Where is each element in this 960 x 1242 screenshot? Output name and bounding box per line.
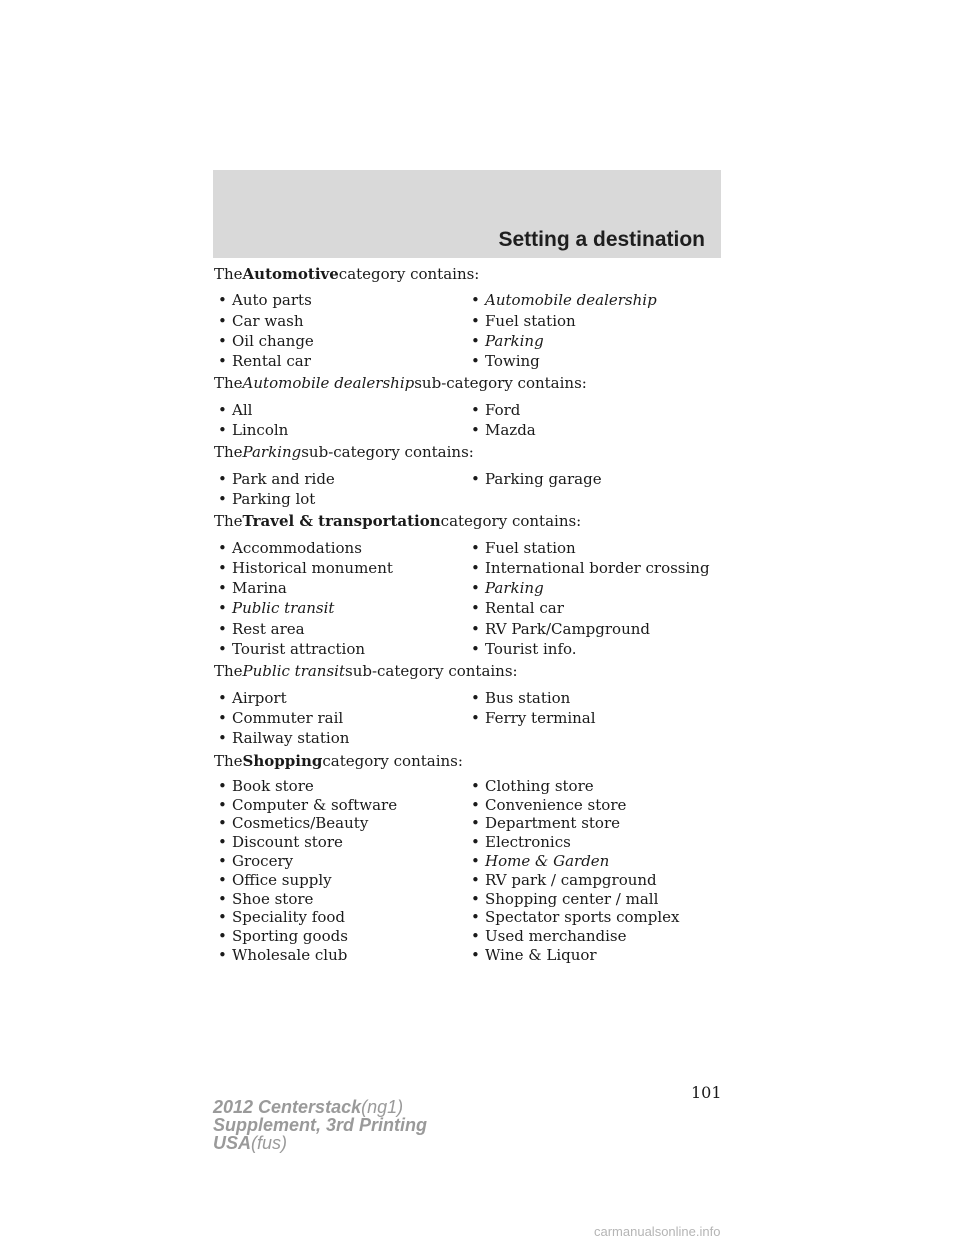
item-list-public-transit xyxy=(214,688,714,749)
list-item-text: Marina xyxy=(232,579,287,598)
list-item xyxy=(467,796,717,815)
list-item-text: Bus station xyxy=(485,688,571,707)
list-item xyxy=(467,777,717,796)
list-item-text: Discount store xyxy=(232,833,343,852)
bullet-icon: • xyxy=(471,688,480,707)
list-item-text: Lincoln xyxy=(232,421,289,440)
bullet-icon: • xyxy=(471,352,480,371)
list-item-text: Parking xyxy=(485,579,544,598)
intro-suffix: category contains: xyxy=(322,751,463,770)
footer-model-code: (ng1) xyxy=(361,1097,404,1117)
bullet-icon: • xyxy=(471,538,480,557)
list-item xyxy=(467,927,717,946)
bullet-icon: • xyxy=(218,688,227,707)
list-item-text: Fuel station xyxy=(485,538,576,557)
list-item-text: Rental car xyxy=(232,352,311,371)
list-item-text: Historical monument xyxy=(232,558,393,577)
bullet-icon: • xyxy=(218,599,227,618)
intro-prefix: The xyxy=(214,265,243,283)
list-item-text: Ferry terminal xyxy=(485,708,596,727)
list-item-text: Park and ride xyxy=(232,469,335,488)
list-item xyxy=(467,331,717,351)
bullet-icon: • xyxy=(471,776,480,795)
list-item-text: Computer & software xyxy=(232,795,398,814)
list-item xyxy=(214,619,467,639)
list-item-text: Used merchandise xyxy=(485,927,627,946)
list-item-text: Airport xyxy=(232,688,287,707)
list-item-text: Clothing store xyxy=(485,776,594,795)
list-item xyxy=(214,558,467,578)
list-item-text: Wine & Liquor xyxy=(485,946,597,964)
list-item xyxy=(214,469,467,489)
intro-category-term: Public transit xyxy=(242,662,345,681)
list-item-text: Rental car xyxy=(485,599,564,618)
bullet-icon: • xyxy=(218,619,227,638)
section-intro-parking xyxy=(214,442,714,462)
list-item xyxy=(214,538,467,558)
list-item xyxy=(467,814,717,833)
list-item-text: Office supply xyxy=(232,870,332,889)
list-item xyxy=(467,598,717,618)
bullet-icon: • xyxy=(471,870,480,889)
bullet-icon: • xyxy=(471,400,480,419)
item-list-parking xyxy=(214,469,714,510)
bullet-icon: • xyxy=(471,833,480,852)
list-item-text: Convenience store xyxy=(485,795,627,814)
list-item xyxy=(214,290,467,310)
list-item-text: Spectator sports complex xyxy=(485,908,680,927)
intro-category-term: Shopping xyxy=(242,751,323,770)
list-item-text: Automobile dealership xyxy=(485,291,657,310)
list-item xyxy=(214,871,467,890)
bullet-icon: • xyxy=(471,469,480,488)
list-item xyxy=(467,351,717,371)
bullet-icon: • xyxy=(218,946,227,964)
list-item xyxy=(214,833,467,852)
bullet-icon: • xyxy=(218,833,227,852)
item-list-shopping xyxy=(214,777,714,965)
list-item-text: Department store xyxy=(485,814,621,833)
list-item-text: All xyxy=(232,400,253,419)
list-item xyxy=(214,708,467,728)
list-item-text: Home & Garden xyxy=(485,852,610,871)
list-item xyxy=(467,688,717,708)
bullet-icon: • xyxy=(471,889,480,908)
bullet-icon: • xyxy=(471,908,480,927)
list-item-text: Parking xyxy=(485,331,544,350)
intro-prefix: The xyxy=(214,512,243,531)
bullet-icon: • xyxy=(218,291,227,310)
intro-suffix: sub-category contains: xyxy=(301,443,474,462)
watermark-text: carmanualsonline.info xyxy=(594,1224,721,1239)
section-intro-automotive xyxy=(214,264,714,284)
list-item xyxy=(467,558,717,578)
list-item-text: Oil change xyxy=(232,331,314,350)
list-item xyxy=(467,946,717,965)
bullet-icon: • xyxy=(218,331,227,350)
item-list-automobile-dealership xyxy=(214,400,714,441)
list-item-text: Tourist attraction xyxy=(232,640,366,659)
bullet-icon: • xyxy=(218,469,227,488)
bullet-icon: • xyxy=(218,889,227,908)
list-item xyxy=(467,469,717,489)
list-item-text: Cosmetics/Beauty xyxy=(232,814,369,833)
bullet-icon: • xyxy=(218,927,227,946)
list-item xyxy=(214,331,467,351)
intro-suffix: sub-category contains: xyxy=(345,662,518,681)
bullet-icon: • xyxy=(218,852,227,871)
list-item xyxy=(467,578,717,598)
list-item-text: Car wash xyxy=(232,311,304,330)
list-item xyxy=(214,400,467,420)
bullet-icon: • xyxy=(471,599,480,618)
section-intro-shopping xyxy=(214,751,714,771)
intro-prefix: The xyxy=(214,374,243,393)
list-item xyxy=(214,351,467,371)
intro-category-term: Automobile dealership xyxy=(242,374,415,393)
bullet-icon: • xyxy=(471,946,480,964)
bullet-icon: • xyxy=(218,729,227,748)
list-item-text: Auto parts xyxy=(232,291,312,310)
list-item xyxy=(214,420,467,440)
print-footer xyxy=(213,1098,427,1152)
list-item-text: Sporting goods xyxy=(232,927,348,946)
list-item-text: Mazda xyxy=(485,421,536,440)
bullet-icon: • xyxy=(218,489,227,508)
category-listing xyxy=(214,264,714,967)
bullet-icon: • xyxy=(471,579,480,598)
bullet-icon: • xyxy=(218,421,227,440)
intro-suffix: category contains: xyxy=(440,512,582,531)
footer-line-3 xyxy=(213,1134,427,1152)
list-item xyxy=(214,728,467,748)
intro-prefix: The xyxy=(214,751,243,770)
bullet-icon: • xyxy=(218,579,227,598)
list-item-text: Grocery xyxy=(232,852,294,871)
list-item-text: RV Park/Campground xyxy=(485,619,651,638)
bullet-icon: • xyxy=(218,400,227,419)
bullet-icon: • xyxy=(218,640,227,659)
bullet-icon: • xyxy=(471,795,480,814)
list-item-text: Shoe store xyxy=(232,889,314,908)
intro-category-term: Travel & transportation xyxy=(242,512,441,531)
bullet-icon: • xyxy=(218,311,227,330)
list-item-text: International border crossing xyxy=(485,558,710,577)
list-item-text: Towing xyxy=(485,352,540,371)
list-item xyxy=(467,833,717,852)
list-item-text: Speciality food xyxy=(232,908,345,927)
bullet-icon: • xyxy=(471,558,480,577)
bullet-icon: • xyxy=(471,311,480,330)
footer-line-2: Supplement, 3rd Printing xyxy=(213,1115,428,1135)
list-item xyxy=(467,420,717,440)
list-item-text: Parking garage xyxy=(485,469,602,488)
list-item xyxy=(467,538,717,558)
list-item-text: Wholesale club xyxy=(232,946,348,964)
bullet-icon: • xyxy=(218,538,227,557)
list-item xyxy=(467,708,717,728)
item-list-automotive xyxy=(214,290,714,371)
list-item xyxy=(214,814,467,833)
list-item-text: Electronics xyxy=(485,833,571,852)
bullet-icon: • xyxy=(218,708,227,727)
section-intro-travel-transportation xyxy=(214,511,714,531)
list-item xyxy=(214,598,467,618)
list-item xyxy=(214,927,467,946)
list-item-text: Parking lot xyxy=(232,489,316,508)
list-item-text: Shopping center / mall xyxy=(485,889,659,908)
list-item xyxy=(467,852,717,871)
list-item xyxy=(214,946,467,965)
list-item xyxy=(214,639,467,659)
intro-suffix: category contains: xyxy=(338,265,480,283)
bullet-icon: • xyxy=(471,619,480,638)
list-item xyxy=(467,311,717,331)
bullet-icon: • xyxy=(218,795,227,814)
bullet-icon: • xyxy=(218,908,227,927)
list-item-text: Fuel station xyxy=(485,311,576,330)
footer-market: USA xyxy=(213,1133,252,1153)
bullet-icon: • xyxy=(471,927,480,946)
bullet-icon: • xyxy=(471,814,480,833)
bullet-icon: • xyxy=(471,331,480,350)
list-item-text: Public transit xyxy=(232,599,335,618)
section-intro-public-transit xyxy=(214,661,714,681)
list-item xyxy=(467,908,717,927)
bullet-icon: • xyxy=(471,640,480,659)
section-intro-automobile-dealership xyxy=(214,373,714,393)
bullet-icon: • xyxy=(218,352,227,371)
list-item xyxy=(467,871,717,890)
bullet-icon: • xyxy=(218,776,227,795)
list-item xyxy=(214,908,467,927)
bullet-icon: • xyxy=(471,708,480,727)
intro-suffix: sub-category contains: xyxy=(414,374,587,393)
page-number: 101 xyxy=(691,1083,722,1102)
intro-category-term: Automotive xyxy=(242,265,339,283)
bullet-icon: • xyxy=(471,421,480,440)
list-item xyxy=(467,639,717,659)
bullet-icon: • xyxy=(471,852,480,871)
list-item xyxy=(214,852,467,871)
list-item xyxy=(214,777,467,796)
bullet-icon: • xyxy=(218,870,227,889)
list-item-text: Ford xyxy=(485,400,521,419)
list-item xyxy=(214,890,467,909)
list-item-text: Rest area xyxy=(232,619,305,638)
list-item xyxy=(214,578,467,598)
list-item-text: Railway station xyxy=(232,729,350,748)
intro-prefix: The xyxy=(214,443,243,462)
list-item xyxy=(467,619,717,639)
list-item-text: Book store xyxy=(232,776,314,795)
intro-prefix: The xyxy=(214,662,243,681)
list-item xyxy=(467,400,717,420)
list-item xyxy=(214,796,467,815)
list-item xyxy=(214,311,467,331)
list-item xyxy=(467,890,717,909)
list-item xyxy=(467,290,717,310)
bullet-icon: • xyxy=(218,558,227,577)
list-item-text: Commuter rail xyxy=(232,708,344,727)
list-item xyxy=(214,688,467,708)
footer-market-code: (fus) xyxy=(251,1133,288,1153)
bullet-icon: • xyxy=(471,291,480,310)
bullet-icon: • xyxy=(218,814,227,833)
footer-model: 2012 Centerstack xyxy=(213,1097,362,1117)
section-header-band xyxy=(213,170,721,258)
footer-line-1 xyxy=(213,1098,427,1116)
list-item-text: RV park / campground xyxy=(485,870,657,889)
list-item xyxy=(214,489,467,509)
list-item-text: Tourist info. xyxy=(485,640,577,659)
item-list-travel-transportation xyxy=(214,538,714,660)
list-item-text: Accommodations xyxy=(232,538,362,557)
intro-category-term: Parking xyxy=(242,443,302,462)
section-title: Setting a destination xyxy=(498,228,705,251)
